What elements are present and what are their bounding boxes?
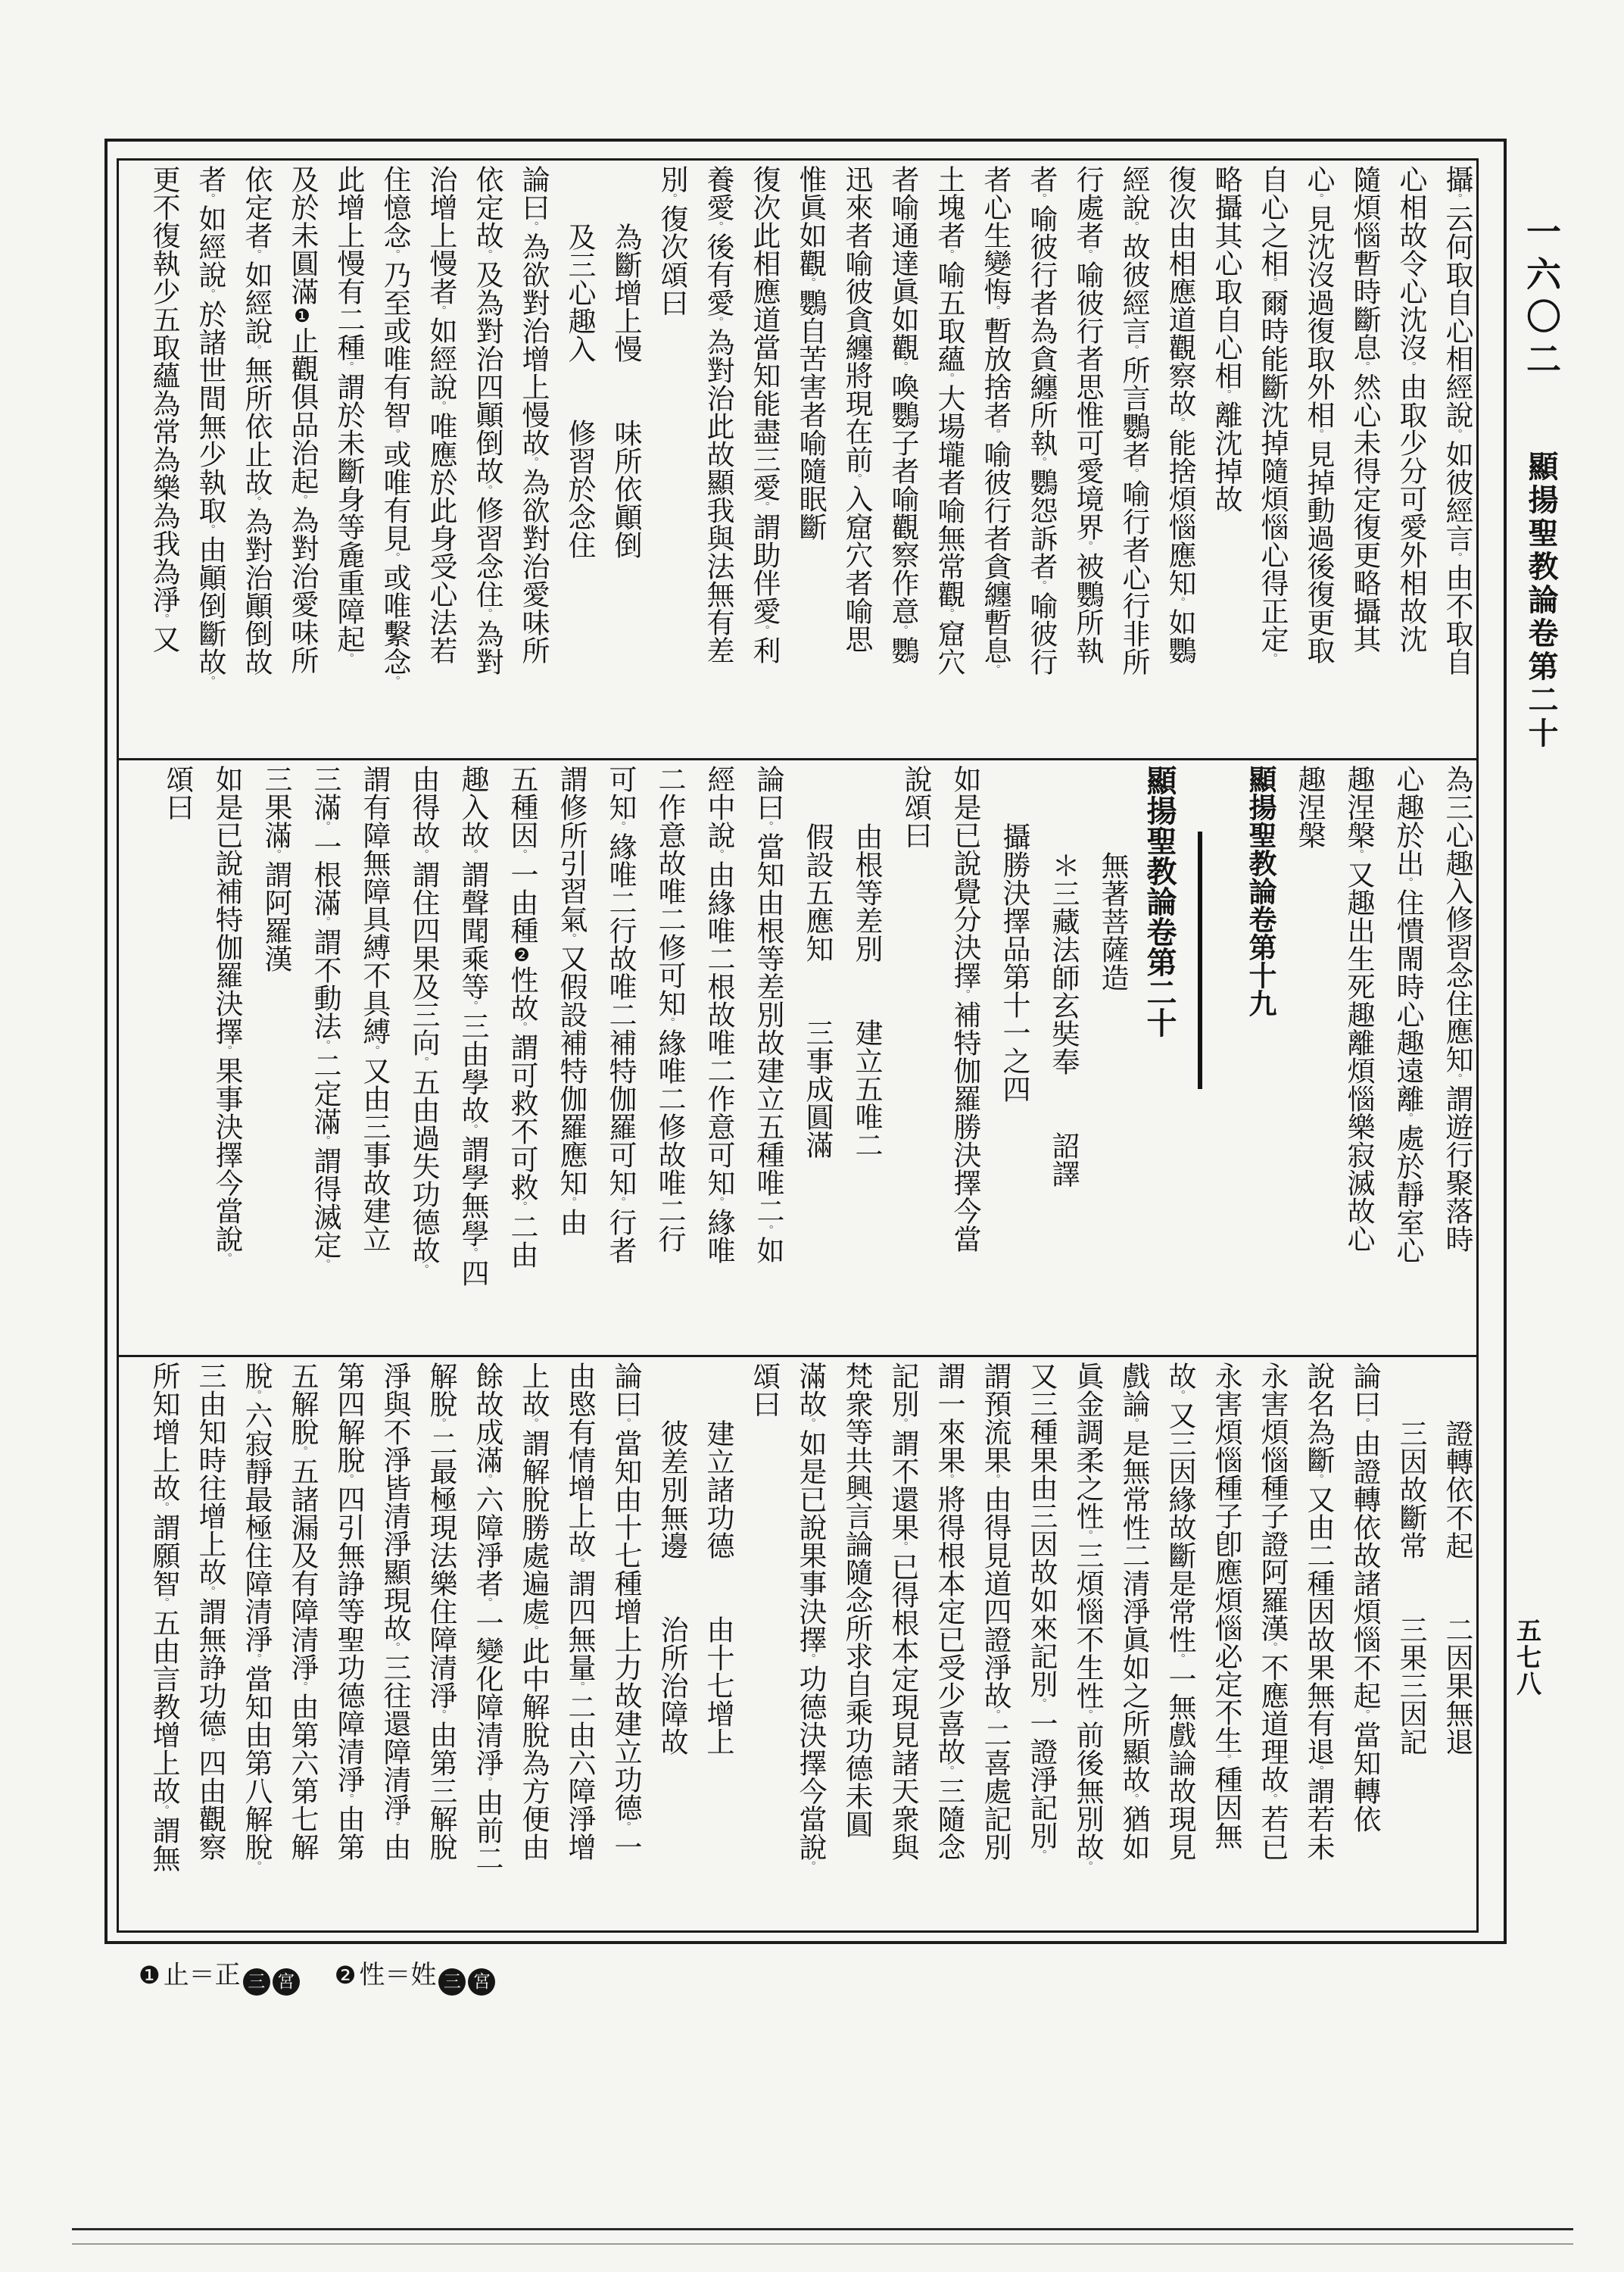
folio-page-number: 五七八 <box>1513 1618 1540 1697</box>
text-column: ＊三藏法師玄奘奉 詔譯 <box>1047 851 1078 1187</box>
text-column: 顯揚聖教論卷第二十 <box>1142 765 1177 1038</box>
text-column: 梵衆等共興言論隨念所求自乘功德未圓 <box>840 1362 871 1838</box>
text-column: 無著菩薩造 <box>1096 851 1127 991</box>
text-column: 記別。謂不還果。已得根本定現見諸天衆與 <box>887 1362 918 1861</box>
running-title: 顯揚聖教論卷第二十 <box>1524 451 1558 751</box>
edition-siglum: 三 <box>243 1968 270 1996</box>
text-column: 復次由相應道觀察故。能捨煩惱應知。如鸚 <box>1164 165 1195 664</box>
text-column: 眞金調柔之性。三煩惱不生性。前後無別故。 <box>1071 1362 1102 1872</box>
text-column: 可知。緣唯二行故唯二補特伽羅可知。行者 <box>604 765 635 1264</box>
text-column: 者。喻彼行者為貪纏所執。鸚怨訴者。喻彼行 <box>1025 165 1056 676</box>
text-column: 治增上慢者。如經說。唯應於此身受心法若 <box>425 165 456 664</box>
text-column: 謂預流果。由得見道四證淨故。二喜處記別 <box>979 1362 1010 1861</box>
text-column: 謂修所引習氣。又假設補特伽羅應知。由 <box>555 765 586 1236</box>
text-column: 淨與不淨皆清淨顯現故。三往還障清淨。由 <box>379 1362 410 1861</box>
text-column: 永害煩惱種子卽應煩惱必定不生。種因無 <box>1210 1362 1241 1849</box>
text-column: 為斷增上慢 味所依顚倒 <box>609 223 641 559</box>
text-column: 證轉依不起 二因果無退 <box>1441 1419 1472 1755</box>
text-column: 此增上慢有二種。謂於未斷身等麁重障起。 <box>332 165 363 664</box>
text-register-bottom <box>119 1357 1476 1927</box>
text-number: 一六〇二 <box>1522 214 1560 383</box>
text-column: 心趣於出。住憒閙時心趣遠離。處於靜室心 <box>1392 765 1423 1264</box>
text-column: 惟眞如觀。鸚自苦害者喻隨眠斷 <box>794 165 825 541</box>
text-column: 及於未圓滿❶止觀俱品治起。為對治愛味所 <box>286 165 317 674</box>
text-column: 趣入故。謂聲聞乘等。三由學故。謂學無學。四 <box>457 765 488 1287</box>
text-column: 經中說。由緣唯二根故唯二作意可知。緣唯 <box>703 765 734 1264</box>
footnote-item: ❷ 性＝姓 三 宮 <box>335 1961 496 1990</box>
text-column: 論曰。當知由十七種增上力故建立功德。一 <box>609 1362 641 1861</box>
text-register-middle <box>119 760 1476 1356</box>
text-column: 隨煩惱暫時斷息。然心未得定復更略攝其 <box>1348 165 1379 653</box>
text-column: 攝。云何取自心相經說。如彼經言。由不取自 <box>1441 165 1472 676</box>
text-column: 三由知時往增上故。謂無諍功德。四由觀察 <box>194 1362 225 1861</box>
text-column: 三滿。一根滿。謂不動法。二定滿。謂得滅定。 <box>309 765 340 1270</box>
text-column: 心相故令心沈沒。由取少分可愛外相故沈 <box>1395 165 1426 653</box>
text-column: 養愛。後有愛。為對治此故顯我與法無有差 <box>702 165 733 664</box>
footnote-item: ❶ 止＝正 三 宮 <box>139 1961 300 1990</box>
text-column: 頌曰 <box>161 765 192 821</box>
text-column: 又三種果由三因故如來記別。一證淨記別。 <box>1025 1362 1056 1861</box>
text-column: 攝勝決擇品第十一之四 <box>998 822 1029 1103</box>
text-column: 建立諸功德 由十七增上 <box>702 1419 733 1755</box>
scan-artifact-line <box>72 2228 1573 2230</box>
text-column: 餘故成滿。六障淨者。一變化障清淨。由前二 <box>471 1362 502 1872</box>
edition-siglum: 宮 <box>273 1968 300 1996</box>
text-column: 彼差別無邊 治所治障故 <box>656 1419 687 1755</box>
footnote-marker: ❷ <box>334 1961 357 1989</box>
text-column: 迅來者喻彼貪纏將現在前。入窟穴者喻思 <box>840 165 871 653</box>
text-column: 心。見沈沒過復取外相。見掉動過後復更取 <box>1302 165 1333 664</box>
text-column: 由根等差別 建立五唯二 <box>850 822 881 1159</box>
text-register-top <box>119 161 1476 759</box>
text-column: 假設五應知 三事成圓滿 <box>801 822 832 1159</box>
section-divider-rule <box>1175 765 1224 1356</box>
page-frame <box>104 139 1507 1944</box>
text-column: 經說。故彼經言。所言鸚者。喻行者心行非所 <box>1117 165 1149 676</box>
text-column: 戲論。是無常性二清淨眞如之所顯故。猶如 <box>1117 1362 1149 1861</box>
text-column: 所知增上故。謂願智。五由言教增上故。謂無 <box>148 1362 179 1872</box>
text-column: 如是已說覺分決擇。補特伽羅勝決擇今當 <box>949 765 980 1253</box>
page-frame-inner <box>117 158 1479 1933</box>
text-column: 者喻通達眞如觀。喚鸚子者喻觀察作意。鸚 <box>887 165 918 664</box>
text-column: 別。復次頌曰 <box>656 165 687 317</box>
text-column: 趣涅槃。又趣出生死趣離煩惱樂寂滅故心 <box>1342 765 1373 1253</box>
edition-siglum: 宮 <box>468 1968 495 1996</box>
text-column: 略攝其心取自心相。離沈掉故 <box>1210 165 1241 513</box>
text-column: 者。如經說。於諸世間無少執取。由顚倒斷故。 <box>194 165 225 687</box>
text-column: 論曰。由證轉依故諸煩惱不起。當知轉依 <box>1348 1362 1379 1833</box>
text-column: 解脫。二最極現法樂住障清淨。由第三解脫 <box>425 1362 456 1861</box>
text-column: 五種因。一由種❷性故。謂可救不可救。二由 <box>506 765 537 1269</box>
text-column: 三因故斷常 三果三因記 <box>1395 1419 1426 1755</box>
footnote-marker: ❶ <box>139 1961 161 1989</box>
text-column: 滿故。如是已說果事決擇。功德決擇今當說。 <box>794 1362 825 1872</box>
text-column: 者心生變悔。暫放捨者。喻彼行者貪纏暫息。 <box>979 165 1010 676</box>
text-column: 謂一來果。將得根本定已受少喜故。三隨念 <box>933 1362 964 1861</box>
text-column: 永害煩惱種子證阿羅漢。不應道理故。若已 <box>1256 1362 1287 1861</box>
text-column: 第四解脫。四引無諍等聖功德障清淨。由第 <box>332 1362 363 1861</box>
text-column: 如是已說補特伽羅決擇。果事決擇今當說。 <box>210 765 242 1264</box>
text-column: 論曰。為欲對治增上慢故。為欲對治愛味所 <box>517 165 548 664</box>
text-column: 趣涅槃 <box>1293 765 1324 849</box>
margin-header <box>1516 214 1566 1122</box>
text-column: 顯揚聖教論卷第十九 <box>1244 765 1275 1017</box>
text-column: 依定者。如經說。無所依止故。為對治顚倒故 <box>240 165 271 676</box>
edition-siglum: 三 <box>438 1968 466 1996</box>
text-column: 土塊者。喻五取蘊。大場壠者喻無常觀。窟穴 <box>933 165 964 676</box>
text-column: 上故。謂解脫勝處遍處。此中解脫為方便由 <box>517 1362 548 1861</box>
text-column: 行處者。喻彼行者思惟可愛境界。被鸚所執 <box>1071 165 1102 664</box>
text-column: 論曰。當知由根等差別故建立五種唯二。如 <box>752 765 783 1264</box>
text-column: 頌曰 <box>748 1362 779 1418</box>
text-column: 依定故。及為對治四顚倒故。修習念住。為對 <box>471 165 502 676</box>
text-column: 說名為斷。又由二種因故果無有退。謂若未 <box>1302 1362 1333 1861</box>
text-column: 五解脫。五諸漏及有障清淨。由第六第七解 <box>286 1362 317 1861</box>
text-column: 為三心趣入修習念住應知。謂遊行聚落時 <box>1441 765 1472 1253</box>
text-column: 自心之相。爾時能斷沈掉隨煩惱心得正定。 <box>1256 165 1287 664</box>
text-column: 二作意故唯二修可知。緣唯二修故唯二行 <box>653 765 684 1253</box>
text-column: 復次此相應道當知能盡三愛。謂助伴愛。利 <box>748 165 779 664</box>
text-column: 三果滿。謂阿羅漢 <box>260 765 291 972</box>
text-column: 脫。六寂靜最極住障清淨。當知由第八解脫。 <box>240 1362 271 1872</box>
text-column: 說頌曰 <box>899 765 930 849</box>
text-column: 故。又三因緣故斷是常性。一無戲論故現見 <box>1164 1362 1195 1861</box>
text-column: 由得故。謂住四果及三向。五由過失功德故。 <box>407 765 438 1275</box>
text-column: 謂有障無障具縛不具縛。又由三事故建立 <box>358 765 389 1253</box>
text-column: 住憶念。乃至或唯有智。或唯有見。或唯繫念。 <box>379 165 410 687</box>
text-column: 由愍有情增上故。謂四無量。二由六障淨增 <box>563 1362 594 1861</box>
text-column: 更不復執少五取蘊為常為樂為我為淨。又 <box>148 165 179 653</box>
scan-artifact-line <box>72 2243 1573 2245</box>
footnotes <box>139 1954 530 1996</box>
text-column: 及三心趣入 修習於念住 <box>563 223 594 559</box>
